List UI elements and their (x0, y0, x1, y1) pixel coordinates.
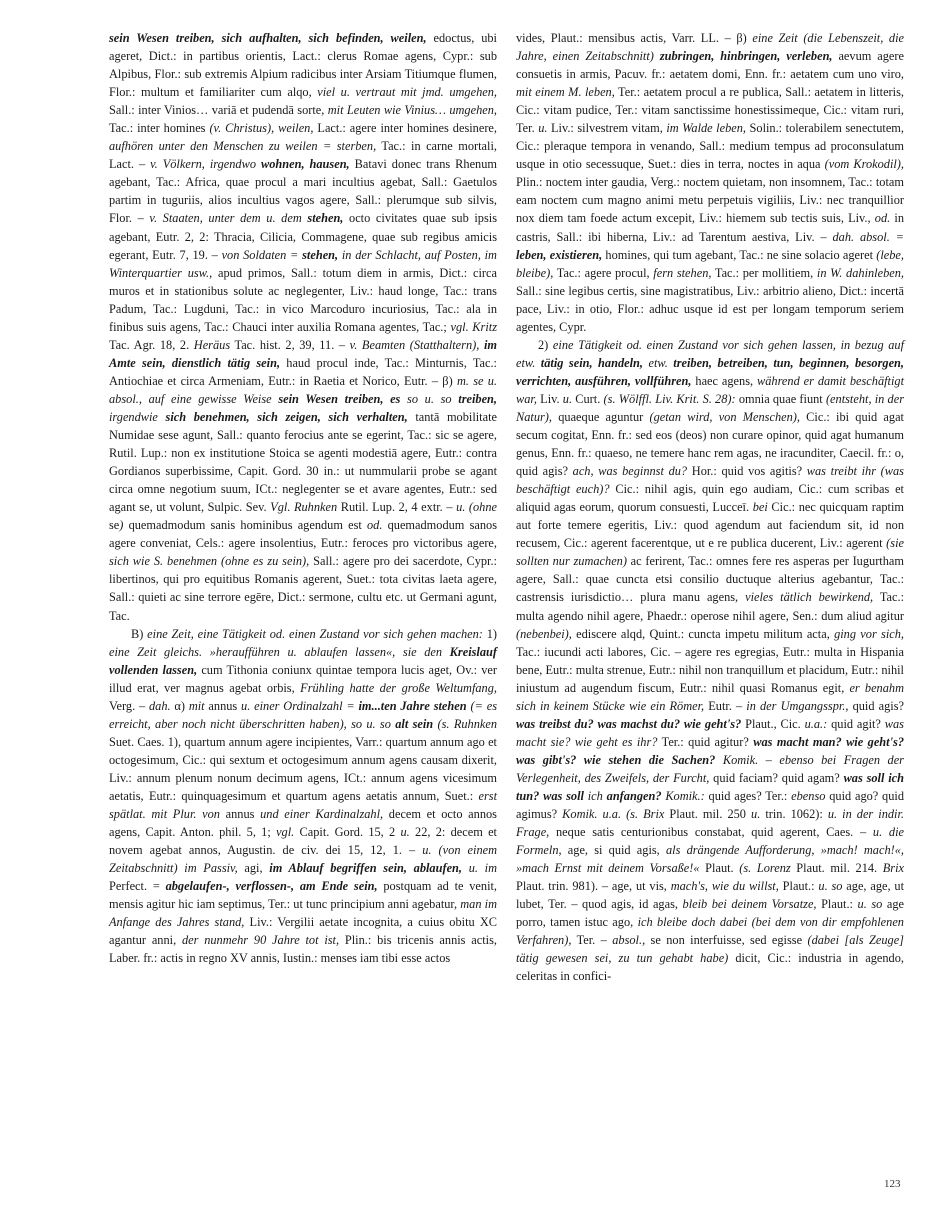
citation-text: vides, Plaut.: mensibus actis, Varr. LL. – β) (516, 31, 753, 45)
right-column (516, 29, 904, 985)
gloss-text: ich (587, 788, 603, 803)
headword-sense: abgelaufen-, verflossen-, am Ende sein, (165, 879, 378, 894)
gloss-text: v. Beamten (Statthaltern), (349, 337, 480, 352)
gloss-text: (dabei [als Zeuge] tätig gewesen sei, zu tun gehabt habe) (516, 933, 904, 966)
citation-text: Plaut. (699, 861, 740, 876)
gloss-text: u. (von einem Zeitabschnitt) im Passiv, (109, 843, 498, 876)
citation-text: B) (131, 626, 148, 641)
gloss-text: u. (ohne (456, 500, 498, 515)
gloss-text: fern stehen, (653, 265, 712, 280)
citation-text: age, age, ut lubet, Ter. – quod agis, id agas, (516, 879, 905, 912)
citation-text: edoctus, ubi ageret, Dict.: in partibus orientis, Lact.: clerus Romae agens, Cypr.: sub Alpibus, Flor.: sub extremis Alpium radicibus inter Arsiam Titiumque flumen, Flor.: multum et familiariter cum alqo, (109, 31, 497, 100)
gloss-text: Brix (882, 861, 905, 876)
citation-text: agi, (237, 861, 270, 876)
gloss-text: was treibt ihr (was beschäftigt euch)? (516, 464, 904, 497)
gloss-text: eine Zeit (die Lebenszeit, die Jahre, einen Zeitabschnitt) (516, 31, 905, 64)
citation-text (715, 753, 723, 767)
gloss-text: ging vor sich, (834, 626, 904, 641)
gloss-text: ebenso (791, 788, 826, 803)
citation-text: Ter.: quid agitur? (657, 734, 754, 749)
citation-text: ac ferirent, Tac.: omnes fere res asperas per Iugurtham agere, Sall.: quae cuncta etsi consilio ductuque alterius agebantur, Tac.: castrensis iurisdictio… plura manu agens, (516, 554, 904, 605)
headword-sense: leben, existieren, (516, 247, 603, 262)
gloss-text: von Soldaten = (221, 247, 299, 262)
citation-text: Plin.: noctem inter gaudia, Verg.: noctem quietam, non insomnem, Tac.: totam eam noctem cum magno animi metu perpetuis vigiliis, Liv.: nec tranquillior nox diem tam foede actum excepit, Liv.: hiemem sub tectis suis, Liv., (516, 175, 904, 226)
gloss-text: u. (751, 807, 761, 822)
citation-text: 1) (482, 626, 498, 641)
citation-text (158, 410, 166, 424)
paragraph (109, 625, 497, 968)
headword-sense: tätig sein, handeln, (540, 355, 643, 370)
citation-text: Plaut.: (816, 897, 858, 912)
gloss-text: viel u. vertraut mit jmd. umgehen, (317, 85, 497, 100)
gloss-text: vgl. Kritz (450, 319, 498, 334)
citation-text: Curt. (572, 391, 604, 406)
citation-text: Plaut.: (778, 879, 819, 894)
gloss-text: eine Tätigkeit od. einen Zustand vor sich gehen lassen, in bezug auf etw. (516, 337, 904, 370)
gloss-text: und einer Kardinalzahl, (260, 807, 384, 822)
headword-sense: im...ten Jahre stehen (358, 698, 467, 713)
gloss-text: während er damit beschäftigt war, (516, 373, 905, 406)
citation-text: quaeque aguntur (552, 409, 650, 424)
citation-text: cum Tithonia coniunx quintae tempora lucis aget, Ov.: ver illud erat, ver magnus agebat orbis, (109, 662, 498, 695)
citation-text: Cic.: nec quicquam raptim aut forte temere egeritis, Liv.: quod agendum aut faciendum sit, id non recusem, Cic.: agerent facerentque, ut e re publica ducerent, Liv.: agerent (516, 500, 904, 551)
headword-sense: sein Wesen treiben, sich aufhalten, sich befinden, weilen, (109, 31, 427, 45)
gloss-text: ach, was beginnst du? (572, 464, 688, 479)
citation-text: 22, 2: decem et novem agebat annos, Augustin. de civ. dei 15, 12, 1. – (109, 825, 497, 858)
headword-sense: Kreislauf vollenden lassen, (109, 644, 497, 677)
gloss-text: u. im (468, 861, 498, 876)
citation-text: quemadmodum sanos agere conveniat, Cels.: agere insolentius, Eutr.: feroces pro victoribus agere, (109, 518, 497, 551)
gloss-text: sich wie S. benehmen (ohne es zu sein), (109, 554, 310, 569)
gloss-text: in W. dahinleben, (816, 265, 904, 280)
citation-text: annus (219, 807, 261, 822)
citation-text: Solin.: tolerabilem senectutem, Cic.: pleraque tempora in venando, Sall.: medium tempus ad proconsulatum usque in otio secessuque, Suet.: dies in terra, noctes in aqua (516, 121, 904, 172)
gloss-text: mit (188, 698, 205, 713)
gloss-text: v. Staaten, unter dem u. dem (149, 211, 302, 226)
citation-text: omnia quae fiunt (735, 391, 826, 406)
gloss-text: bleib bei deinem Vorsatze, (682, 897, 817, 912)
headword-sense: alt sein (395, 716, 434, 731)
gloss-text: als drängende Aufforderung, »mach! mach!«, »mach Ernst mit deinem Vorsaße!« (516, 843, 904, 876)
gloss-text: u. einer Ordinalzahl = (241, 698, 355, 713)
citation-text: Tac. Agr. 18, 2. (109, 337, 194, 352)
citation-text: homines, qui tum agebant, Tac.: ne sine solacio ageret (602, 247, 877, 262)
citation-text: Liv.: silvestrem vitam, (547, 121, 667, 136)
citation-text: Rutil. Lup. 2, 4 extr. – (337, 500, 457, 515)
gloss-text: ich bleibe doch dabei (bei dem von dir empfohlenen Verfahren), (516, 915, 904, 948)
citation-text: Plaut. mil. 214. (790, 861, 883, 876)
gloss-text: in der Umgangsspr., (746, 698, 849, 713)
page-number: 123 (884, 1178, 901, 1190)
citation-text: Batavi donec trans Rhenum agebant, Tac.: Africa, quae procul a mari incultius agebat, Sall.: Gaetulos partim in tuguriis, alios incultius vagos agere, Sall.: plerumque sub silvis, Flor. – (109, 157, 498, 226)
gloss-text: mit einem M. leben, (516, 85, 615, 100)
citation-text: Hor.: quid vos agitis? (687, 464, 807, 479)
paragraph (516, 336, 904, 986)
citation-text: Tac.: iucundi acti labores, Cic. – agere res egregias, Eutr.: multa in Hispania bene, Eutr.: multa strenue, Eutr.: nihil non tranquillum et placidum, Eutr.: nihil iniustum ad augendum fiscum, Eutr.: nihil quasi Romanus egit, (516, 644, 904, 695)
gloss-text: u. in der indir. Frage, (516, 807, 904, 840)
gloss-text: etw. (648, 355, 668, 370)
gloss-text: u. die Formeln, (516, 825, 904, 858)
gloss-text: bei (752, 500, 768, 515)
left-column (109, 29, 497, 967)
gloss-text: (getan wird, von Menschen), (649, 409, 800, 424)
gloss-text: od. (367, 518, 383, 533)
citation-text: Liv. (536, 391, 563, 406)
gloss-text: Komik.: (665, 788, 705, 803)
citation-text: age porro, tamen istuc ago, (516, 897, 904, 930)
citation-text: Plin.: bis tricenis annis actis, Laber. fr.: actis in regno XV annis, Iustin.: menses iam tibi esse actos (109, 933, 497, 966)
citation-text: dicit, Cic.: industria in agendo, celeritas in confici- (516, 951, 904, 984)
citation-text: α) (170, 698, 189, 713)
gloss-text: Heräus (193, 337, 231, 352)
gloss-text: Komik. u.a. (s. Brix (562, 807, 665, 822)
citation-text: quid ages? Ter.: (704, 788, 792, 803)
gloss-text: absol., (612, 933, 646, 948)
citation-text: trin. 1062): (760, 807, 828, 822)
gloss-text: (s. Ruhnken (437, 716, 497, 731)
gloss-text: (vom Krokodil), (824, 157, 905, 172)
gloss-text: u. so (818, 879, 843, 894)
citation-text: neque satis centurionibus constabat, quid agerent, Caes. – (549, 825, 873, 840)
citation-text: Capit. Gord. 15, 2 (294, 825, 401, 840)
citation-text: Tac.: agere procul, (553, 265, 654, 280)
gloss-text: u.a.: (804, 716, 828, 731)
citation-text: haec agens, (691, 373, 757, 388)
gloss-text: mach's, wie du willst, (670, 879, 779, 894)
citation-text: Tac.: inter homines (109, 121, 210, 136)
gloss-text: dah. absol. = (832, 229, 904, 244)
citation-text: aevum agere consuetis in armis, Pacuv. fr.: aetatem domi, Enn. fr.: aetatem cum uno viro, (516, 49, 905, 82)
headword-sense: im Amte sein, dienstlich tätig sein, (109, 337, 497, 370)
gloss-text: u. (562, 391, 573, 406)
citation-text: Tac.: per mollitiem, (711, 265, 817, 280)
citation-text: quid agit? (827, 716, 885, 731)
citation-text: annus (204, 698, 242, 713)
citation-text: apud primos, Sall.: totum diem in armis, Dict.: circa muros et in stationibus solute ac neglegenter, Liv.: haud longe, Tac.: trans Padum, Tac.: Lugduni, Tac.: in vico Marcoduro incuriosius, Tac.: ala in finibus suis agens, Tac.: Chauci inter auxilia Romana agentes, Tac.; (109, 265, 497, 334)
headword-sense: zubringen, hinbringen, verleben, (659, 49, 833, 64)
citation-text: ediscere alqd, Quint.: cuncta impetu militum acta, (571, 626, 835, 641)
headword-sense: stehen, (307, 211, 344, 226)
gloss-text: vgl. (276, 825, 295, 840)
citation-text: Plaut., Cic. (741, 716, 805, 731)
citation-text: Lact.: agere inter homines desinere, (313, 121, 497, 136)
citation-text: se (109, 518, 120, 533)
headword-sense: im Ablauf begriffen sein, ablaufen, (269, 861, 463, 876)
gloss-text: erst spätlat. mit Plur. von (109, 788, 497, 822)
gloss-text: (s. Lorenz (739, 861, 791, 876)
gloss-text: u. (538, 121, 548, 136)
gloss-text: u. so (857, 897, 883, 912)
headword-sense: sich benehmen, sich zeigen, sich verhalten, (165, 409, 408, 424)
gloss-text: (sie sollten nur zumachen) (516, 536, 904, 569)
gloss-text: ) (119, 518, 124, 533)
gloss-text: der nunmehr 90 Jahre tot ist, (181, 933, 340, 948)
citation-text: in castris, Sall.: ibi hiberna, Liv.: ad Tarentum aestiva, Liv. – (516, 211, 904, 244)
gloss-text: mit Leuten wie Vinius… umgehen, (327, 103, 497, 118)
citation-text: Eutr. – (704, 698, 747, 713)
gloss-text: od. (874, 211, 891, 226)
headword-sense: was soll ich tun? was soll (516, 770, 904, 803)
citation-text: haud procul inde, Tac.: Minturnis, Tac.: Antiochiae et circa Armeniam, Eutr.: in Raetia et Norico, Eutr. – β) (109, 355, 497, 388)
citation-text: Perfect. = (109, 879, 166, 894)
gloss-text: er benahm sich in keinem Stücke wie ein Römer, (516, 680, 904, 713)
gloss-text: v. Völkern, irgendwo (150, 157, 257, 172)
citation-text (442, 645, 450, 659)
headword-sense: treiben, betreiben, tun, beginnen, besorgen, verrichten, ausführen, vollführen, (516, 355, 904, 388)
gloss-text: aufhören unter den Menschen zu weilen = sterben, (109, 139, 377, 154)
citation-text: 2) (538, 337, 553, 352)
headword-sense: was treibst du? was machst du? wie geht's? (516, 716, 742, 731)
citation-text: decem et octo annos agens, Capit. Anton. phil. 5, 1; (109, 807, 497, 840)
paragraph (109, 29, 497, 625)
citation-text: quid ago? quid agimus? (516, 788, 904, 822)
citation-text: se non interfuisse, sed egisse (645, 933, 808, 948)
paragraph (516, 29, 904, 336)
headword-sense: stehen, (302, 247, 339, 262)
citation-text: Sall.: sine legibus certis, sine magistratibus, Liv.: arbitrio alieno, Dict.: incertā pace, Liv.: in otio, Flor.: adhuc usque id est per longam temporum seriem agentes, Cypr. (516, 283, 904, 334)
citation-text: Tac.: in carne mortali, Lact. – (109, 139, 497, 172)
citation-text: Sall.: agere pro dei sacerdote, Cypr.: libertinos, qui pro equitibus Romanis agerent, Suet.: tota civitas laeta agere, Sall.: quieti ac sine terrore egēre, Dict.: sermone, cultu etc. ut Germani agunt, Tac. (109, 554, 497, 623)
citation-text: Liv.: Vergilii aetate incognita, a cuius obitu XC agantur anni, (109, 915, 497, 948)
gloss-text: was macht sie? wie geht es ihr? (516, 716, 904, 749)
gloss-text: Frühling hatte der große Weltumfang, (300, 680, 497, 695)
gloss-text: man im Anfange des Jahres stand, (109, 897, 497, 930)
citation-text: Ter.: aetatem procul a re publica, Sall.: aetatem in litteris, Cic.: vitam pudice, Ter.: vitam sanctissime honestissimeque, Cic.: vitam ruri, Ter. (516, 85, 904, 136)
citation-text: Suet. Caes. 1), quartum annum agere incipientes, Varr.: quartum annum ago et octogesimum, Cic.: qui sextum et octogesimum annum agens causam dixerit, Liv.: annum plenum nonum decimum agens, ICt.: annum agens vicesimum aetatis, Eutr.: quinquagesimum et quartum agens aetatis annum, Suet.: (109, 734, 497, 803)
headword-sense: treiben, (458, 391, 498, 406)
headword-sense: sein Wesen treiben, es (278, 391, 401, 406)
citation-text: quid agis? (848, 698, 904, 713)
gloss-text: (= es erreicht, aber noch nicht überschritten haben), so u. so (109, 698, 497, 731)
citation-text: Cic.: ibi quid agat secum cogitat, Enn. fr.: sed eos (deos) non curare opinor, quid agat humanum genus, Enn. fr.: quaeso, ne temere hanc rem agas, ne iracunditer, Caecil. fr.: o, quid agis? (516, 409, 904, 479)
gloss-text: (nebenbei), (516, 626, 572, 641)
citation-text (462, 861, 469, 875)
gloss-text: eine Zeit gleichs. »heraufführen u. ablaufen lassen«, sie den (109, 644, 443, 659)
gloss-text: (lebe, bleibe), (516, 247, 904, 280)
citation-text: tantā mobilitate Numidae sese agunt, Sall.: quanto ferocius ante se egerint, Tac.: sic se agere, Rutil. Lup.: non ex institutione Stoica se agenti modestiā agere, Eutr.: contra Gordianos superbissime, Capit. Gord. 30 in.: ut nummularii probe se agant circa omne negotium suum, ICt.: neglegenter se et avare agentes, Eutr.: sed agant se, ut volunt, Sulpic. Sev. (109, 409, 497, 515)
gloss-text: (s. Wölffl. Liv. Krit. S. 28): (603, 391, 736, 406)
citation-text: Sall.: inter Vinios… variā et pudendā sorte, (109, 103, 328, 118)
gloss-text: u. (400, 825, 410, 840)
citation-text: Tac. hist. 2, 39, 11. – (230, 337, 350, 352)
citation-text: Plaut. trin. 981). – age, ut vis, (516, 879, 671, 894)
headword-sense: wohnen, hausen, (260, 157, 350, 172)
gloss-text: (entsteht, in der Natur), (516, 391, 905, 424)
citation-text: quemadmodum sanis hominibus agendum est (123, 518, 367, 533)
citation-text: octo civitates quae sub ipsis agebant, Eutr. 2, 2: Thracia, Cilicia, Commagene, quae sub regibus amicis egerant, Eutr. 7, 19. – (109, 211, 498, 262)
citation-text: postquam ad te venit, mensis agitur hic iam septimus, Ter.: ut tunc principium anni agebatur, (109, 879, 498, 912)
citation-text: quid faciam? quid agam? (709, 770, 844, 785)
gloss-text: Vgl. Ruhnken (270, 500, 338, 515)
citation-text: Tac.: multa agendo nihil agere, Phaedr.: operose nihil agere, Sen.: dum aliud agitur (516, 590, 904, 623)
gloss-text: vieles tätlich bewirkend, (745, 590, 874, 605)
gloss-text: m. se u. absol., auf eine gewisse Weise (109, 373, 497, 406)
gloss-text: irgendwie (109, 409, 158, 424)
citation-text: Plaut. mil. 250 (664, 807, 752, 822)
gloss-text: Komik. – ebenso bei Fragen der Verlegenheit, des Zweifels, der Furcht, (516, 752, 904, 785)
headword-sense: anfangen? (606, 788, 662, 803)
headword-sense: was macht man? wie geht's? was gibt's? wie stehen die Sachen? (516, 734, 904, 767)
citation-text: Cic.: nihil agis, quin ego audiam, Cic.: cum scribas et aliquid agas eorum, quorum consuesti, Lucceī. (516, 482, 904, 515)
gloss-text: dah. (148, 698, 171, 713)
gloss-text: in der Schlacht, auf Posten, im Winterquartier usw., (109, 247, 497, 280)
gloss-text: eine Zeit, eine Tätigkeit od. einen Zustand vor sich gehen machen: (147, 626, 483, 641)
gloss-text: so u. so (407, 391, 452, 406)
citation-text: Ter. – (571, 933, 613, 948)
gloss-text: (v. Christus), weilen, (209, 121, 314, 136)
citation-text: age, si quid agis, (561, 843, 666, 858)
citation-text: Verg. – (109, 698, 149, 713)
gloss-text: im Walde leben, (666, 121, 746, 136)
